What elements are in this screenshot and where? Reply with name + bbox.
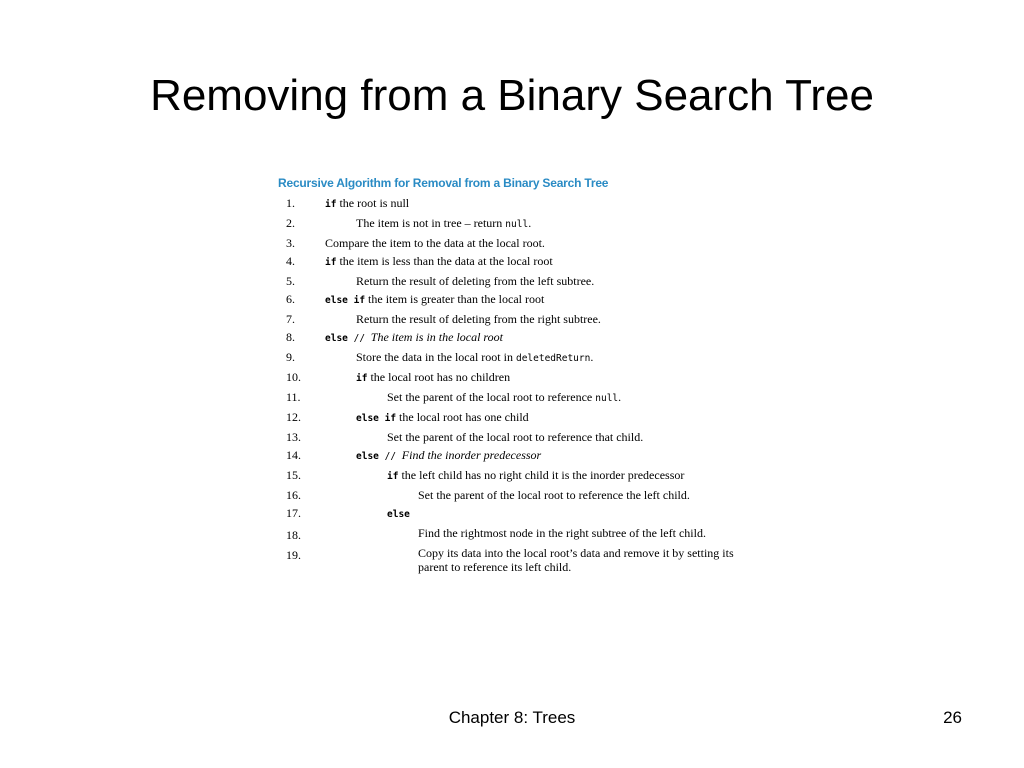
step-body: the local root has one child <box>396 410 529 424</box>
algorithm-heading: Recursive Algorithm for Removal from a Binary Search Tree <box>278 176 609 190</box>
step-comment: Find the inorder predecessor <box>401 448 542 462</box>
step-text <box>418 546 738 575</box>
algorithm-step <box>278 368 748 388</box>
step-text <box>356 408 676 428</box>
algorithm-step <box>278 348 748 368</box>
step-number: 15. <box>286 468 301 482</box>
step-text <box>356 272 676 290</box>
algorithm-step <box>278 310 748 328</box>
step-number: 10. <box>286 370 301 384</box>
step-text <box>325 328 645 348</box>
step-body: Copy its data into the local root’s data and remove it by setting its parent to reference its left child. <box>418 545 734 574</box>
step-keyword: if <box>356 373 368 384</box>
step-suffix: . <box>590 350 594 364</box>
step-number: 14. <box>286 448 301 462</box>
step-body: The item is not in tree – return <box>356 216 506 230</box>
step-text <box>418 526 738 541</box>
step-text <box>325 252 645 272</box>
step-text <box>325 194 645 214</box>
footer-chapter: Chapter 8: Trees <box>448 708 576 727</box>
step-code: null <box>595 393 619 404</box>
step-code: deletedReturn <box>515 353 591 364</box>
step-text <box>356 348 676 368</box>
algorithm-step <box>278 446 748 466</box>
step-text <box>356 214 676 234</box>
step-body: the root is null <box>336 196 410 210</box>
algorithm-step <box>278 272 748 290</box>
step-body: Return the result of deleting from the right subtree. <box>356 312 601 326</box>
algorithm-step <box>278 504 748 524</box>
step-body: the item is greater than the local root <box>365 292 545 306</box>
step-body: Store the data in the local root in <box>356 350 516 364</box>
step-number: 8. <box>286 330 295 344</box>
algorithm-step <box>278 486 748 504</box>
algorithm-step <box>278 328 748 348</box>
step-body: Find the rightmost node in the right subtree of the left child. <box>418 526 706 540</box>
step-body: Return the result of deleting from the left subtree. <box>356 274 595 288</box>
page-number: 26 <box>943 708 962 727</box>
step-number: 5. <box>286 274 295 288</box>
step-keyword: else <box>387 509 410 520</box>
step-text <box>387 428 707 446</box>
step-number: 12. <box>286 410 301 424</box>
algorithm-step <box>278 234 748 252</box>
algorithm-box <box>278 175 748 578</box>
step-number: 18. <box>286 528 301 542</box>
step-text <box>387 388 707 408</box>
step-code: null <box>505 219 529 230</box>
step-body: the local root has no children <box>367 370 511 384</box>
step-number: 11. <box>286 390 301 404</box>
step-body: the item is less than the data at the local root <box>336 254 553 268</box>
step-body: Set the parent of the local root to reference the left child. <box>418 488 690 502</box>
step-number: 1. <box>286 196 295 210</box>
step-body: the left child has no right child it is the inorder predecessor <box>398 468 685 482</box>
step-keyword: else <box>325 333 348 344</box>
step-keyword: else <box>356 451 379 462</box>
step-keyword: if <box>325 257 337 268</box>
step-number: 7. <box>286 312 295 326</box>
step-number: 19. <box>286 547 301 562</box>
step-text <box>356 446 676 466</box>
step-number: 16. <box>286 488 301 502</box>
step-text <box>418 486 738 504</box>
step-body: Set the parent of the local root to reference <box>387 390 596 404</box>
algorithm-step <box>278 428 748 446</box>
step-number: 9. <box>286 350 295 364</box>
step-number: 17. <box>286 506 301 520</box>
algorithm-step <box>278 524 748 544</box>
step-text <box>356 368 676 388</box>
algorithm-step <box>278 214 748 234</box>
step-comment-marker: // <box>378 451 402 462</box>
step-number: 2. <box>286 216 295 230</box>
step-suffix: . <box>528 216 532 230</box>
algorithm-steps-list <box>278 194 748 578</box>
step-keyword: else if <box>356 413 397 424</box>
algorithm-step <box>278 544 748 578</box>
step-number: 13. <box>286 430 301 444</box>
step-body: Set the parent of the local root to reference that child. <box>387 430 644 444</box>
step-body: Compare the item to the data at the local root. <box>325 236 545 250</box>
step-text <box>387 466 707 486</box>
step-number: 4. <box>286 254 295 268</box>
step-keyword: else if <box>325 295 366 306</box>
step-number: 6. <box>286 292 295 306</box>
step-comment: The item is in the local root <box>370 330 503 344</box>
step-text <box>325 290 645 310</box>
algorithm-step <box>278 466 748 486</box>
algorithm-step <box>278 408 748 428</box>
algorithm-step <box>278 194 748 214</box>
step-text <box>356 310 676 328</box>
step-text <box>387 504 707 524</box>
step-text <box>325 234 645 252</box>
step-comment-marker: // <box>347 333 371 344</box>
algorithm-step <box>278 252 748 272</box>
step-number: 3. <box>286 236 295 250</box>
algorithm-step <box>278 290 748 310</box>
step-keyword: if <box>387 471 399 482</box>
step-keyword: if <box>325 199 337 210</box>
step-suffix: . <box>618 390 622 404</box>
algorithm-step <box>278 388 748 408</box>
slide-title: Removing from a Binary Search Tree <box>150 71 874 120</box>
